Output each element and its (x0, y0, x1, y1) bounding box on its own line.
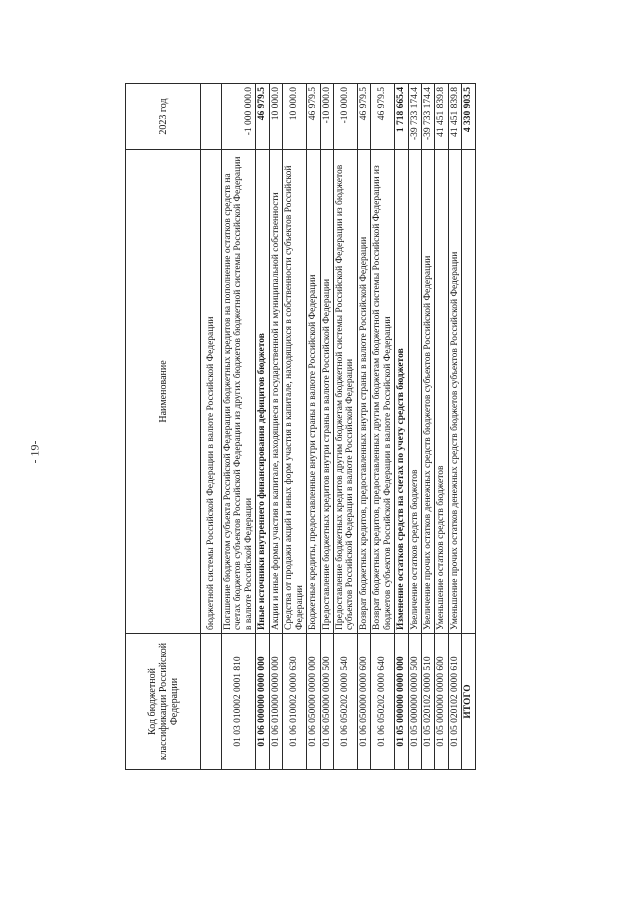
cell-code: 01 05 000000 0000 500 (408, 634, 421, 770)
table-row (201, 84, 222, 770)
table-row (256, 84, 269, 770)
header-name: Наименование (126, 150, 201, 634)
table-row (269, 84, 282, 770)
cell-code: 01 06 000000 0000 000 (256, 634, 269, 770)
header-year: 2023 год (126, 84, 201, 150)
cell-value: -10 000.0 (333, 84, 357, 150)
cell-value: 46 979.5 (307, 84, 320, 150)
table-row (371, 84, 395, 770)
cell-name: Возврат бюджетных кредитов, предоставленных другим бюджетам бюджетной системы Российской Федерации из бюджетов субъектов Российской Федерации в валюте Российской Федерации (371, 150, 395, 634)
cell-value: 41 451 839.8 (435, 84, 448, 150)
cell-code: 01 06 050000 0000 500 (320, 634, 333, 770)
page-number: - 19- (27, 440, 42, 464)
cell-code: 01 06 050000 0000 000 (307, 634, 320, 770)
cell-name: Изменение остатков средств на счетах по учету средств бюджетов (395, 150, 408, 634)
table-row (320, 84, 333, 770)
cell-name: Предоставление бюджетных кредитов другим бюджетам бюджетной системы Российской Федерации из бюджетов субъектов Российской Федерации в валюте Российской Федерации (333, 150, 357, 634)
table-row (422, 84, 435, 770)
cell-value: 46 979.5 (256, 84, 269, 150)
table-row (357, 84, 370, 770)
cell-name: Увеличение остатков средств бюджетов (408, 150, 421, 634)
cell-value: 10 000.0 (269, 84, 282, 150)
table-row (395, 84, 408, 770)
cell-code: 01 03 010002 0001 810 (222, 634, 256, 770)
table-row (222, 84, 256, 770)
sources-financing-table (125, 83, 476, 770)
cell-name: Акции и иные формы участия в капитале, находящиеся в государственной и муниципальной собственности (269, 150, 282, 634)
table-row (333, 84, 357, 770)
table-row (283, 84, 307, 770)
cell-code: ИТОГО (462, 634, 475, 770)
cell-code: 01 06 050202 0000 640 (371, 634, 395, 770)
table-header-row (126, 84, 201, 770)
cell-code: 01 05 000000 0000 000 (395, 634, 408, 770)
cell-value: 10 000.0 (283, 84, 307, 150)
cell-value: -1 000 000.0 (222, 84, 256, 150)
table-row (462, 84, 475, 770)
table-row (435, 84, 448, 770)
cell-name: Средства от продажи акций и иных форм участия в капитале, находящихся в собственности субъектов Российской Федерации (283, 150, 307, 634)
cell-name: Погашение бюджетом субъекта Российской Федерации бюджетных кредитов на пополнение остатков средств на счетах бюджетов субъектов Российской Федерации из других бюджетов бюджетной системы Российской Федерации в валюте Российской Федерации (222, 150, 256, 634)
cell-name: Уменьшение прочих остатков денежных средств бюджетов субъектов Российской Федерации (448, 150, 461, 634)
cell-code: 01 06 050000 0000 600 (357, 634, 370, 770)
cell-value: 4 330 903.5 (462, 84, 475, 150)
cell-value: -39 733 174.4 (422, 84, 435, 150)
cell-value: -10 000.0 (320, 84, 333, 150)
cell-name: Увеличение прочих остатков денежных средств бюджетов субъектов Российской Федерации (422, 150, 435, 634)
table-row (408, 84, 421, 770)
cell-value: -39 733 174.4 (408, 84, 421, 150)
cell-value: 46 979.5 (357, 84, 370, 150)
cell-code: 01 05 020102 0000 510 (422, 634, 435, 770)
cell-name: Уменьшение остатков средств бюджетов (435, 150, 448, 634)
cell-name: бюджетной системы Российской Федерации в валюте Российской Федерации (201, 150, 222, 634)
cell-name: Иные источники внутреннего финансирования дефицитов бюджетов (256, 150, 269, 634)
rotated-table-container (125, 84, 513, 770)
header-code: Код бюджетной классификации Российской Федерации (126, 634, 201, 770)
cell-name: Бюджетные кредиты, предоставленные внутри страны в валюте Российской Федерации (307, 150, 320, 634)
cell-name (462, 150, 475, 634)
cell-value: 46 979.5 (371, 84, 395, 150)
cell-value: 41 451 839.8 (448, 84, 461, 150)
cell-code (201, 634, 222, 770)
table-row (448, 84, 461, 770)
cell-value: 1 718 665.4 (395, 84, 408, 150)
cell-value (201, 84, 222, 150)
cell-code: 01 05 020102 0000 610 (448, 634, 461, 770)
cell-code: 01 06 050202 0000 540 (333, 634, 357, 770)
cell-code: 01 06 010002 0000 630 (283, 634, 307, 770)
cell-code: 01 06 010000 0000 000 (269, 634, 282, 770)
table-body (201, 84, 476, 770)
cell-name: Возврат бюджетных кредитов, предоставленных внутри страны в валюте Российской Федерации (357, 150, 370, 634)
cell-name: Предоставление бюджетных кредитов внутри страны в валюте Российской Федерации (320, 150, 333, 634)
table-row (307, 84, 320, 770)
cell-code: 01 05 000000 0000 600 (435, 634, 448, 770)
